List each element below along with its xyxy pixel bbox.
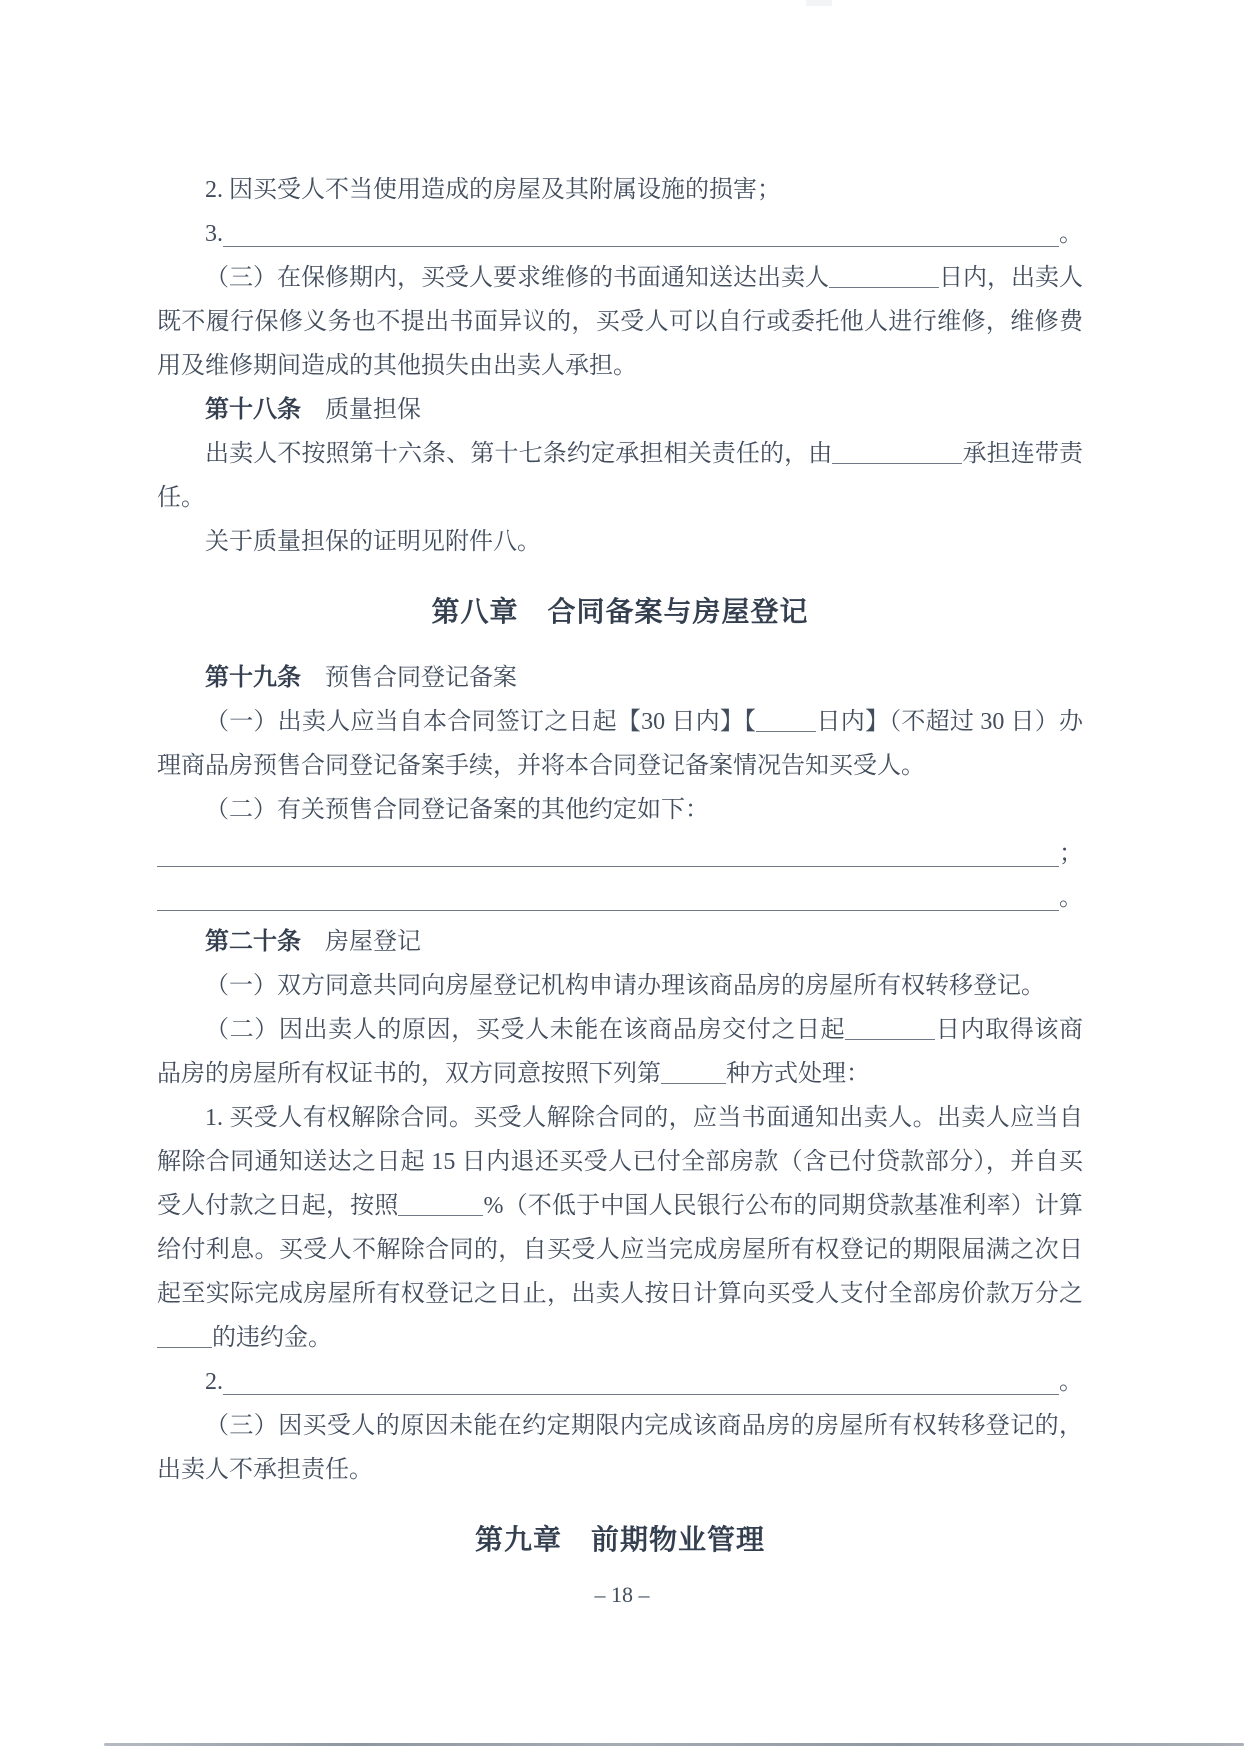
paragraph-text: （一）出卖人应当自本合同签订之日起【30 日内】【 (205, 709, 757, 735)
article-number: 第十九条 (205, 664, 301, 691)
paragraph-text: 。 (1059, 885, 1083, 911)
paragraph (157, 788, 1083, 832)
paragraph (157, 212, 1083, 256)
blank-underline (832, 439, 962, 464)
paragraph (157, 1404, 1083, 1492)
paragraph (157, 1096, 1083, 1360)
paragraph-text: （一）双方同意共同向房屋登记机构申请办理该商品房的房屋所有权转移登记。 (205, 973, 1045, 999)
article-heading (157, 656, 1083, 700)
paragraph-text: （二）因出卖人的原因，买受人未能在该商品房交付之日起 (205, 1017, 846, 1043)
article-number: 第十八条 (205, 396, 301, 423)
blank-underline (756, 707, 816, 732)
chapter-heading: 第九章 前期物业管理 (474, 1524, 765, 1555)
paragraph-text: 3. (205, 221, 223, 247)
paragraph-text: （三）在保修期内，买受人要求维修的书面通知送达出卖人 (205, 265, 829, 291)
paragraph-text: 日内取得该商品房的房屋所有权证书的，双方同意按照下列第 (157, 1017, 1083, 1087)
paragraph-text: 出卖人不按照第十六条、第十七条约定承担相关责任的，由 (205, 441, 833, 467)
paragraph (157, 1008, 1083, 1096)
paragraph-text: %（不低于中国人民银行公布的同期贷款基准利率）计算给付利息。买受人不解除合同的，自买受人应当完成房屋所有权登记的期限届满之次日起至实际完成房屋所有权登记之日止，出卖人按日计算向买受人支付全部房价款万分之 (157, 1193, 1084, 1307)
scan-artifact-top (806, 0, 832, 6)
article-title: 房屋登记 (325, 929, 421, 955)
paragraph-text: 承担连带责任。 (157, 441, 1084, 511)
page-number: – 18 – (594, 1582, 650, 1607)
article-heading (157, 920, 1083, 964)
blank-underline-fill (223, 246, 1059, 247)
paragraph-text: （三）因买受人的原因未能在约定期限内完成该商品房的房屋所有权转移登记的，出卖人不承担责任。 (157, 1413, 1083, 1483)
paragraph (157, 520, 1083, 564)
scan-artifact-bottom-line (104, 1743, 1244, 1746)
blank-underline-fill (157, 866, 1059, 867)
blank-underline (829, 263, 939, 288)
article-heading (157, 388, 1083, 432)
blank-underline (845, 1015, 935, 1040)
chapter-heading: 第八章 合同备案与房屋登记 (431, 596, 809, 627)
paragraph-text: 2. 因买受人不当使用造成的房屋及其附属设施的损害； (205, 177, 781, 203)
paragraph (157, 832, 1083, 876)
article-number: 第二十条 (205, 928, 301, 955)
paragraph (157, 876, 1083, 920)
paragraph-text: （二）有关预售合同登记备案的其他约定如下： (205, 797, 709, 823)
paragraph-text: 。 (1059, 221, 1083, 247)
blank-underline (661, 1059, 726, 1084)
paragraph-text: 日内，出卖人既不履行保修义务也不提出书面异议的，买受人可以自行或委托他人进行维修，维修费用及维修期间造成的其他损失由出卖人承担。 (157, 265, 1083, 379)
blank-underline (398, 1191, 483, 1216)
document-content (157, 168, 1083, 1584)
paragraph-text: ； (1059, 841, 1083, 867)
blank-underline (157, 1323, 212, 1348)
paragraph-text: 2. (205, 1369, 223, 1395)
blank-underline-fill (223, 1394, 1059, 1395)
article-title: 预售合同登记备案 (325, 665, 517, 691)
paragraph-text: 。 (1059, 1369, 1083, 1395)
paragraph (157, 256, 1083, 388)
paragraph (157, 432, 1083, 520)
paragraph (157, 168, 1083, 212)
paragraph-text: 的违约金。 (212, 1325, 332, 1351)
page-footer (0, 1582, 1244, 1608)
paragraph-text: 种方式处理： (726, 1061, 870, 1087)
paragraph (157, 1360, 1083, 1404)
paragraph (157, 964, 1083, 1008)
article-title: 质量担保 (325, 397, 421, 423)
paragraph-text: 关于质量担保的证明见附件八。 (205, 529, 541, 555)
paragraph-text: 1. 买受人有权解除合同。买受人解除合同的，应当书面通知出卖人。出卖人应当自解除合同通知送达之日起 15 日内退还买受人已付全部房款（含已付贷款部分），并自买受人付款之日起，按照 (157, 1105, 1083, 1219)
paragraph (157, 700, 1083, 788)
paragraph-text: 日内】（不超过 30 日）办理商品房预售合同登记备案手续，并将本合同登记备案情况告知买受人。 (157, 709, 1084, 779)
blank-underline-fill (157, 910, 1059, 911)
